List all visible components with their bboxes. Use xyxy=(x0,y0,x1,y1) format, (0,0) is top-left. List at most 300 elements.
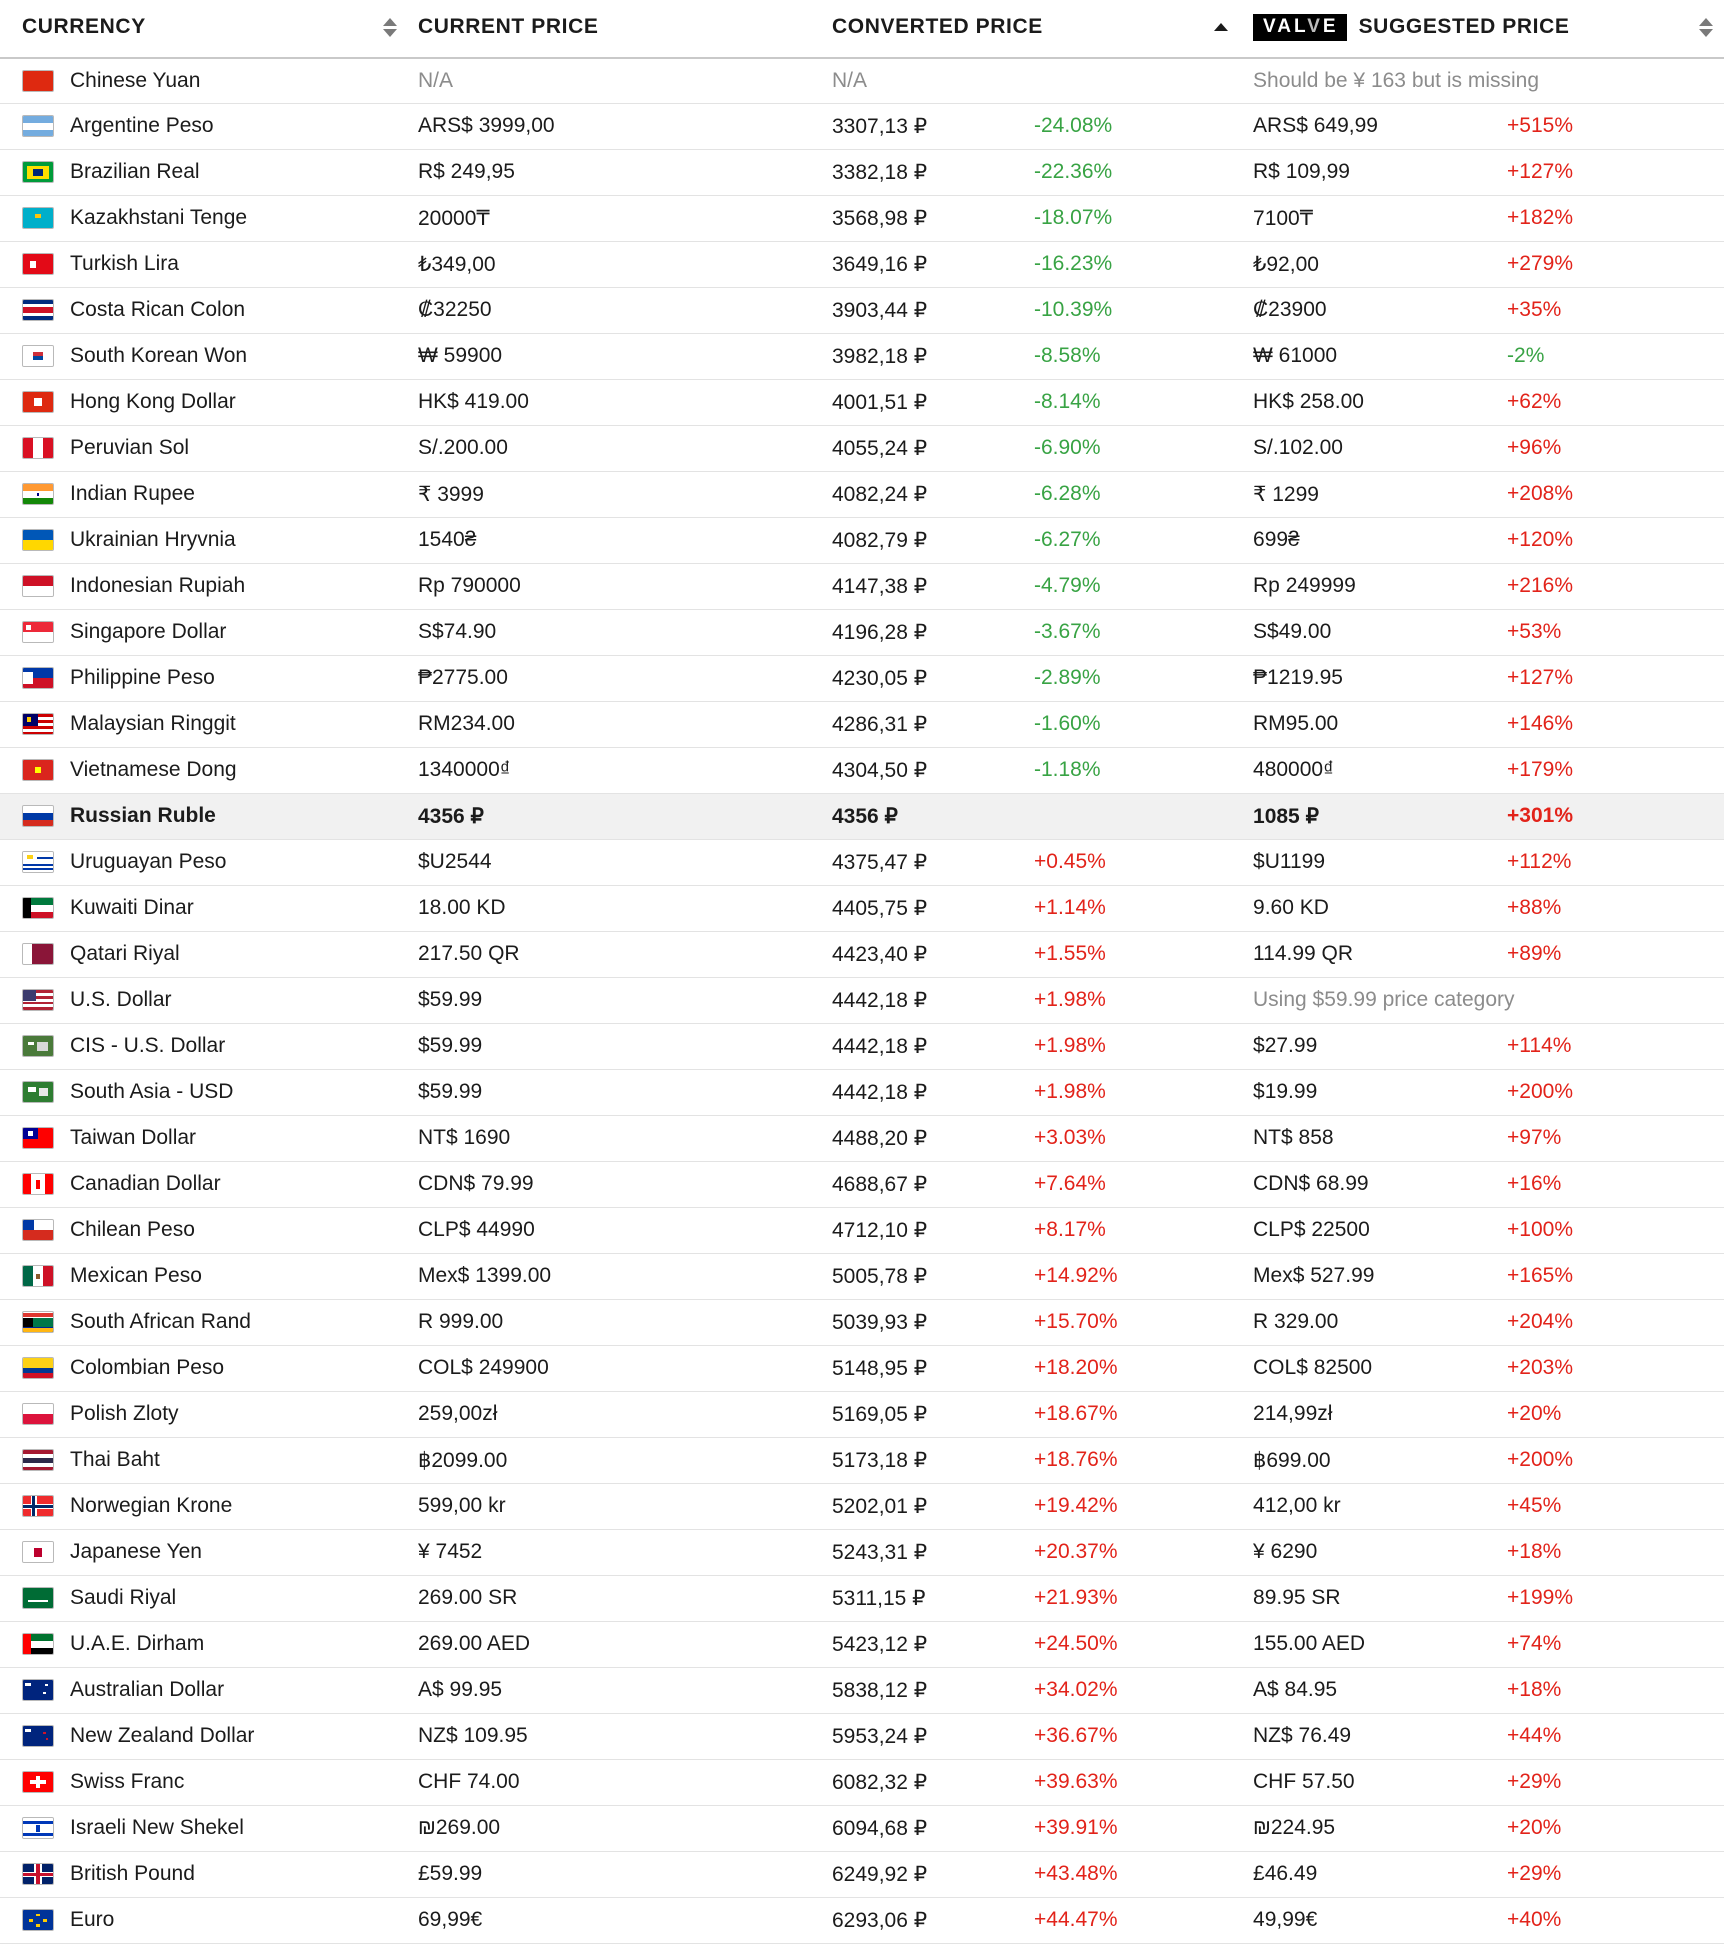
table-row[interactable] xyxy=(0,195,1724,241)
cell-currency xyxy=(0,195,408,241)
cell-converted-price: 4356 ₽ xyxy=(818,793,1026,839)
cell-current-price: ₺349,00 xyxy=(408,241,818,287)
cell-converted-price-difference: +7.64% xyxy=(1026,1161,1239,1207)
cell-suggested-price: A$ 84.95 xyxy=(1239,1667,1499,1713)
cell-converted-price: 4488,20 ₽ xyxy=(818,1115,1026,1161)
cell-suggested-price-difference: +18% xyxy=(1499,1529,1724,1575)
cell-suggested-price: CLP$ 22500 xyxy=(1239,1207,1499,1253)
cell-suggested-price: $19.99 xyxy=(1239,1069,1499,1115)
cell-suggested-price: 9.60 KD xyxy=(1239,885,1499,931)
cell-suggested-price: Mex$ 527.99 xyxy=(1239,1253,1499,1299)
cell-suggested-price: NT$ 858 xyxy=(1239,1115,1499,1161)
table-row[interactable] xyxy=(0,1345,1724,1391)
currency-name: Vietnamese Dong xyxy=(70,758,237,782)
cell-converted-price-difference: +18.67% xyxy=(1026,1391,1239,1437)
flag-icon-ae xyxy=(22,1633,54,1655)
flag-icon-kr xyxy=(22,345,54,367)
cell-currency xyxy=(0,241,408,287)
cell-suggested-price-difference: +16% xyxy=(1499,1161,1724,1207)
cell-currency xyxy=(0,1161,408,1207)
currency-name: Euro xyxy=(70,1908,115,1932)
cell-current-price: 18.00 KD xyxy=(408,885,818,931)
flag-icon-za xyxy=(22,1311,54,1333)
cell-suggested-price: S$49.00 xyxy=(1239,609,1499,655)
cell-converted-price: 5169,05 ₽ xyxy=(818,1391,1026,1437)
cell-suggested-price: £46.49 xyxy=(1239,1851,1499,1897)
cell-converted-price: 5173,18 ₽ xyxy=(818,1437,1026,1483)
cell-suggested-price: CDN$ 68.99 xyxy=(1239,1161,1499,1207)
flag-icon-jp xyxy=(22,1541,54,1563)
table-row[interactable] xyxy=(0,517,1724,563)
cell-current-price: R$ 249,95 xyxy=(408,149,818,195)
cell-suggested-price: 7100₸ xyxy=(1239,195,1499,241)
table-row[interactable] xyxy=(0,471,1724,517)
cell-converted-price: 5838,12 ₽ xyxy=(818,1667,1026,1713)
table-row[interactable] xyxy=(0,1713,1724,1759)
cell-suggested-price: ₩ 61000 xyxy=(1239,333,1499,379)
cell-converted-price-difference: +1.55% xyxy=(1026,931,1239,977)
cell-suggested-price: R$ 109,99 xyxy=(1239,149,1499,195)
cell-converted-price: 4147,38 ₽ xyxy=(818,563,1026,609)
currency-name: Norwegian Krone xyxy=(70,1494,233,1518)
cell-suggested-price-difference: +216% xyxy=(1499,563,1724,609)
table-row[interactable] xyxy=(0,425,1724,471)
currency-name: Thai Baht xyxy=(70,1448,160,1472)
table-row[interactable] xyxy=(0,931,1724,977)
cell-current-price: 269.00 SR xyxy=(408,1575,818,1621)
cell-converted-price: 3982,18 ₽ xyxy=(818,333,1026,379)
flag-icon-au xyxy=(22,1679,54,1701)
cell-current-price: ₱2775.00 xyxy=(408,655,818,701)
cell-suggested-price-difference: +208% xyxy=(1499,471,1724,517)
cell-converted-price: 4196,28 ₽ xyxy=(818,609,1026,655)
cell-currency xyxy=(0,1667,408,1713)
cell-suggested-price-difference: +89% xyxy=(1499,931,1724,977)
table-row[interactable] xyxy=(0,563,1724,609)
currency-name: British Pound xyxy=(70,1862,195,1886)
cell-converted-price-difference: +36.67% xyxy=(1026,1713,1239,1759)
currency-name: Malaysian Ringgit xyxy=(70,712,236,736)
currency-name: South African Rand xyxy=(70,1310,251,1334)
cell-converted-price-difference: +39.63% xyxy=(1026,1759,1239,1805)
currency-name: Australian Dollar xyxy=(70,1678,225,1702)
cell-converted-price: 5148,95 ₽ xyxy=(818,1345,1026,1391)
cell-current-price: ฿2099.00 xyxy=(408,1437,818,1483)
cell-current-price: Mex$ 1399.00 xyxy=(408,1253,818,1299)
table-row[interactable] xyxy=(0,1253,1724,1299)
sort-icon-converted-price[interactable] xyxy=(1213,23,1229,31)
flag-icon-pe xyxy=(22,437,54,459)
cell-converted-price: 4286,31 ₽ xyxy=(818,701,1026,747)
cell-suggested-price-difference: +204% xyxy=(1499,1299,1724,1345)
cell-current-price: £59.99 xyxy=(408,1851,818,1897)
cell-suggested-price-difference xyxy=(1499,977,1724,1023)
sort-icon-suggested-price[interactable] xyxy=(1698,18,1714,37)
cell-current-price: ₩ 59900 xyxy=(408,333,818,379)
flag-icon-cr xyxy=(22,299,54,321)
cell-suggested-price-difference: +45% xyxy=(1499,1483,1724,1529)
flag-icon-pl xyxy=(22,1403,54,1425)
flag-icon-qa xyxy=(22,943,54,965)
cell-converted-price-difference: +1.98% xyxy=(1026,1069,1239,1115)
table-row[interactable] xyxy=(0,655,1724,701)
cell-suggested-price: 699₴ xyxy=(1239,517,1499,563)
cell-suggested-price-difference: +18% xyxy=(1499,1667,1724,1713)
flag-icon-ua xyxy=(22,529,54,551)
cell-suggested-price: 49,99€ xyxy=(1239,1897,1499,1943)
flag-icon-il xyxy=(22,1817,54,1839)
cell-converted-price-difference: +15.70% xyxy=(1026,1299,1239,1345)
currency-name: Canadian Dollar xyxy=(70,1172,221,1196)
currency-name: Russian Ruble xyxy=(70,804,216,828)
flag-icon-cl xyxy=(22,1219,54,1241)
cell-converted-price-difference: +1.14% xyxy=(1026,885,1239,931)
sort-icon-currency[interactable] xyxy=(382,18,398,37)
flag-icon-vn xyxy=(22,759,54,781)
cell-currency xyxy=(0,793,408,839)
cell-current-price: HK$ 419.00 xyxy=(408,379,818,425)
cell-suggested-price-difference: +199% xyxy=(1499,1575,1724,1621)
currency-name: Brazilian Real xyxy=(70,160,200,184)
cell-suggested-price-difference: +112% xyxy=(1499,839,1724,885)
table-row[interactable] xyxy=(0,1621,1724,1667)
flag-icon-ca xyxy=(22,1173,54,1195)
cell-converted-price: 3649,16 ₽ xyxy=(818,241,1026,287)
cell-suggested-price: 480000₫ xyxy=(1239,747,1499,793)
cell-currency xyxy=(0,1851,408,1897)
table-row[interactable] xyxy=(0,1115,1724,1161)
currency-name: Israeli New Shekel xyxy=(70,1816,244,1840)
currency-name: New Zealand Dollar xyxy=(70,1724,255,1748)
cell-currency xyxy=(0,977,408,1023)
cell-currency xyxy=(0,1069,408,1115)
currency-name: U.S. Dollar xyxy=(70,988,172,1012)
table-row[interactable] xyxy=(0,747,1724,793)
cell-converted-price-difference: -4.79% xyxy=(1026,563,1239,609)
flag-icon-mx xyxy=(22,1265,54,1287)
table-row[interactable] xyxy=(0,1529,1724,1575)
table-row[interactable] xyxy=(0,1299,1724,1345)
table-row[interactable] xyxy=(0,839,1724,885)
cell-current-price: CDN$ 79.99 xyxy=(408,1161,818,1207)
cell-current-price: 69,99€ xyxy=(408,1897,818,1943)
cell-suggested-price-difference: +20% xyxy=(1499,1391,1724,1437)
table-row[interactable] xyxy=(0,379,1724,425)
currency-name: Singapore Dollar xyxy=(70,620,227,644)
cell-converted-price: 3382,18 ₽ xyxy=(818,149,1026,195)
table-row[interactable] xyxy=(0,977,1724,1023)
table-row[interactable] xyxy=(0,103,1724,149)
table-row[interactable] xyxy=(0,58,1724,104)
cell-converted-price-difference: -8.58% xyxy=(1026,333,1239,379)
cell-currency xyxy=(0,1253,408,1299)
cell-current-price: A$ 99.95 xyxy=(408,1667,818,1713)
table-row[interactable] xyxy=(0,1759,1724,1805)
flag-icon-my xyxy=(22,713,54,735)
column-header-converted-price[interactable] xyxy=(818,0,1239,58)
column-header-currency[interactable] xyxy=(0,0,408,58)
currency-name: Colombian Peso xyxy=(70,1356,225,1380)
cell-current-price: S$74.90 xyxy=(408,609,818,655)
table-row[interactable] xyxy=(0,885,1724,931)
cell-suggested-price: S/.102.00 xyxy=(1239,425,1499,471)
cell-suggested-price-difference: +179% xyxy=(1499,747,1724,793)
cell-suggested-price-difference: +301% xyxy=(1499,793,1724,839)
cell-currency xyxy=(0,1713,408,1759)
cell-converted-price: 4304,50 ₽ xyxy=(818,747,1026,793)
cell-currency xyxy=(0,885,408,931)
cell-current-price: 1340000₫ xyxy=(408,747,818,793)
cell-suggested-price-difference: +203% xyxy=(1499,1345,1724,1391)
cell-converted-price: 5243,31 ₽ xyxy=(818,1529,1026,1575)
cell-converted-price-difference: +0.45% xyxy=(1026,839,1239,885)
table-row[interactable] xyxy=(0,1851,1724,1897)
table-body xyxy=(0,58,1724,1944)
column-header-currency-label: CURRENCY xyxy=(22,15,146,39)
cell-suggested-price-difference: +74% xyxy=(1499,1621,1724,1667)
table-row[interactable] xyxy=(0,793,1724,839)
currency-name: Indonesian Rupiah xyxy=(70,574,246,598)
cell-converted-price: 4688,67 ₽ xyxy=(818,1161,1026,1207)
cell-current-price: 1540₴ xyxy=(408,517,818,563)
cell-suggested-price: ₱1219.95 xyxy=(1239,655,1499,701)
flag-icon-us xyxy=(22,989,54,1011)
cell-converted-price: 4442,18 ₽ xyxy=(818,1023,1026,1069)
table-row[interactable] xyxy=(0,333,1724,379)
cell-current-price: $59.99 xyxy=(408,1069,818,1115)
cell-currency xyxy=(0,609,408,655)
cell-converted-price: 4442,18 ₽ xyxy=(818,977,1026,1023)
cell-suggested-price-difference: +200% xyxy=(1499,1069,1724,1115)
cell-current-price: 20000₸ xyxy=(408,195,818,241)
cell-currency xyxy=(0,1115,408,1161)
currency-name: Peruvian Sol xyxy=(70,436,190,460)
cell-converted-price: 5039,93 ₽ xyxy=(818,1299,1026,1345)
cell-currency xyxy=(0,333,408,379)
table-row[interactable] xyxy=(0,609,1724,655)
cell-currency xyxy=(0,287,408,333)
flag-icon-br xyxy=(22,161,54,183)
cell-current-price: $59.99 xyxy=(408,977,818,1023)
flag-icon-gb xyxy=(22,1863,54,1885)
cell-current-price: ₹ 3999 xyxy=(408,471,818,517)
table-row[interactable] xyxy=(0,1069,1724,1115)
currency-name: Chinese Yuan xyxy=(70,68,201,92)
cell-currency xyxy=(0,1897,408,1943)
cell-converted-price-difference: +1.98% xyxy=(1026,977,1239,1023)
cell-suggested-price: Should be ¥ 163 but is missing xyxy=(1239,58,1499,104)
cell-current-price: 259,00zł xyxy=(408,1391,818,1437)
cell-suggested-price-difference: +100% xyxy=(1499,1207,1724,1253)
table-header xyxy=(0,0,1724,58)
flag-icon-th xyxy=(22,1449,54,1471)
cell-suggested-price: $U1199 xyxy=(1239,839,1499,885)
cell-suggested-price-difference: +182% xyxy=(1499,195,1724,241)
currency-name: Japanese Yen xyxy=(70,1540,202,1564)
cell-currency xyxy=(0,471,408,517)
table-row[interactable] xyxy=(0,1161,1724,1207)
cell-suggested-price-difference: +40% xyxy=(1499,1897,1724,1943)
cell-converted-price-difference xyxy=(1026,793,1239,839)
cell-suggested-price-difference: +53% xyxy=(1499,609,1724,655)
flag-icon-hk xyxy=(22,391,54,413)
cell-current-price: ₪269.00 xyxy=(408,1805,818,1851)
column-header-converted-price-label: CONVERTED PRICE xyxy=(832,15,1043,39)
cell-suggested-price: ₺92,00 xyxy=(1239,241,1499,287)
cell-currency xyxy=(0,1759,408,1805)
cell-currency xyxy=(0,517,408,563)
cell-current-price: COL$ 249900 xyxy=(408,1345,818,1391)
flag-icon-ru xyxy=(22,805,54,827)
cell-currency xyxy=(0,149,408,195)
currency-name: Hong Kong Dollar xyxy=(70,390,236,414)
cell-suggested-price: 412,00 kr xyxy=(1239,1483,1499,1529)
cell-converted-price: 4375,47 ₽ xyxy=(818,839,1026,885)
cell-converted-price: 4082,79 ₽ xyxy=(818,517,1026,563)
table-row[interactable] xyxy=(0,1391,1724,1437)
cell-suggested-price: ฿699.00 xyxy=(1239,1437,1499,1483)
flag-icon-in xyxy=(22,483,54,505)
cell-converted-price: 5423,12 ₽ xyxy=(818,1621,1026,1667)
flag-icon-kz xyxy=(22,207,54,229)
cell-suggested-price-difference: +279% xyxy=(1499,241,1724,287)
cell-current-price: NT$ 1690 xyxy=(408,1115,818,1161)
column-header-suggested-price[interactable] xyxy=(1239,0,1724,58)
cell-suggested-price: ARS$ 649,99 xyxy=(1239,103,1499,149)
flag-icon-no xyxy=(22,1495,54,1517)
cell-converted-price-difference: +14.92% xyxy=(1026,1253,1239,1299)
cell-suggested-price: RM95.00 xyxy=(1239,701,1499,747)
cell-suggested-price-difference: -2% xyxy=(1499,333,1724,379)
cell-converted-price-difference: -2.89% xyxy=(1026,655,1239,701)
flag-icon-sasia xyxy=(22,1081,54,1103)
cell-suggested-price-difference: +96% xyxy=(1499,425,1724,471)
cell-converted-price-difference: -8.14% xyxy=(1026,379,1239,425)
cell-currency xyxy=(0,379,408,425)
flag-icon-nz xyxy=(22,1725,54,1747)
table-row[interactable] xyxy=(0,1207,1724,1253)
cell-current-price: CLP$ 44990 xyxy=(408,1207,818,1253)
cell-suggested-price-difference: +127% xyxy=(1499,655,1724,701)
currency-name: CIS - U.S. Dollar xyxy=(70,1034,226,1058)
column-header-current-price-label: CURRENT PRICE xyxy=(418,15,599,39)
currency-name: Chilean Peso xyxy=(70,1218,195,1242)
cell-current-price: ¥ 7452 xyxy=(408,1529,818,1575)
cell-suggested-price-difference: +35% xyxy=(1499,287,1724,333)
table-row[interactable] xyxy=(0,1023,1724,1069)
cell-converted-price: 5202,01 ₽ xyxy=(818,1483,1026,1529)
cell-currency xyxy=(0,1391,408,1437)
cell-converted-price: 6082,32 ₽ xyxy=(818,1759,1026,1805)
currency-name: Uruguayan Peso xyxy=(70,850,227,874)
table-row[interactable] xyxy=(0,1667,1724,1713)
table-row[interactable] xyxy=(0,1897,1724,1943)
cell-converted-price: 3568,98 ₽ xyxy=(818,195,1026,241)
cell-current-price: R 999.00 xyxy=(408,1299,818,1345)
table-row[interactable] xyxy=(0,149,1724,195)
flag-icon-ch xyxy=(22,1771,54,1793)
cell-suggested-price: ₡23900 xyxy=(1239,287,1499,333)
cell-suggested-price-difference: +29% xyxy=(1499,1759,1724,1805)
cell-current-price: 269.00 AED xyxy=(408,1621,818,1667)
currency-name: Ukrainian Hryvnia xyxy=(70,528,236,552)
table-row[interactable] xyxy=(0,1575,1724,1621)
table-row[interactable] xyxy=(0,1483,1724,1529)
cell-converted-price-difference: +3.03% xyxy=(1026,1115,1239,1161)
valve-logo-badge: VALVE xyxy=(1253,14,1347,41)
cell-suggested-price-difference: +120% xyxy=(1499,517,1724,563)
flag-icon-ph xyxy=(22,667,54,689)
cell-suggested-price-difference: +146% xyxy=(1499,701,1724,747)
cell-converted-price-difference: +34.02% xyxy=(1026,1667,1239,1713)
cell-suggested-price: $27.99 xyxy=(1239,1023,1499,1069)
flag-icon-cis xyxy=(22,1035,54,1057)
cell-converted-price: 4230,05 ₽ xyxy=(818,655,1026,701)
table-row[interactable] xyxy=(0,701,1724,747)
cell-current-price: CHF 74.00 xyxy=(408,1759,818,1805)
flag-icon-sa xyxy=(22,1587,54,1609)
cell-current-price: 217.50 QR xyxy=(408,931,818,977)
cell-currency xyxy=(0,931,408,977)
cell-suggested-price: ₪224.95 xyxy=(1239,1805,1499,1851)
cell-suggested-price: ¥ 6290 xyxy=(1239,1529,1499,1575)
cell-converted-price: 4712,10 ₽ xyxy=(818,1207,1026,1253)
cell-converted-price-difference: -6.28% xyxy=(1026,471,1239,517)
flag-icon-co xyxy=(22,1357,54,1379)
cell-suggested-price: 155.00 AED xyxy=(1239,1621,1499,1667)
table-row[interactable] xyxy=(0,287,1724,333)
cell-suggested-price-difference: +127% xyxy=(1499,149,1724,195)
cell-suggested-price-difference: +88% xyxy=(1499,885,1724,931)
cell-current-price: Rp 790000 xyxy=(408,563,818,609)
cell-suggested-price: R 329.00 xyxy=(1239,1299,1499,1345)
cell-current-price: N/A xyxy=(408,58,818,104)
flag-icon-kw xyxy=(22,897,54,919)
cell-current-price: 599,00 kr xyxy=(408,1483,818,1529)
cell-currency xyxy=(0,563,408,609)
cell-converted-price: 6094,68 ₽ xyxy=(818,1805,1026,1851)
cell-currency xyxy=(0,747,408,793)
cell-suggested-price-difference: +62% xyxy=(1499,379,1724,425)
currency-name: Turkish Lira xyxy=(70,252,179,276)
cell-currency xyxy=(0,58,408,104)
table-row[interactable] xyxy=(0,1437,1724,1483)
cell-converted-price-difference: +39.91% xyxy=(1026,1805,1239,1851)
cell-suggested-price-difference: +97% xyxy=(1499,1115,1724,1161)
table-row[interactable] xyxy=(0,241,1724,287)
table-row[interactable] xyxy=(0,1805,1724,1851)
cell-currency xyxy=(0,1621,408,1667)
cell-current-price: NZ$ 109.95 xyxy=(408,1713,818,1759)
cell-suggested-price-difference: +29% xyxy=(1499,1851,1724,1897)
column-header-current-price[interactable] xyxy=(408,0,818,58)
cell-converted-price-difference: -3.67% xyxy=(1026,609,1239,655)
cell-currency xyxy=(0,1529,408,1575)
cell-converted-price: 5953,24 ₽ xyxy=(818,1713,1026,1759)
currency-name: Saudi Riyal xyxy=(70,1586,177,1610)
cell-converted-price: 4082,24 ₽ xyxy=(818,471,1026,517)
cell-suggested-price: 1085 ₽ xyxy=(1239,793,1499,839)
cell-converted-price-difference: +18.20% xyxy=(1026,1345,1239,1391)
currency-name: Taiwan Dollar xyxy=(70,1126,197,1150)
cell-suggested-price-difference: +200% xyxy=(1499,1437,1724,1483)
cell-current-price: $59.99 xyxy=(408,1023,818,1069)
currency-name: Swiss Franc xyxy=(70,1770,185,1794)
currency-name: Mexican Peso xyxy=(70,1264,202,1288)
cell-current-price: ₡32250 xyxy=(408,287,818,333)
currency-name: U.A.E. Dirham xyxy=(70,1632,205,1656)
cell-converted-price-difference: -24.08% xyxy=(1026,103,1239,149)
